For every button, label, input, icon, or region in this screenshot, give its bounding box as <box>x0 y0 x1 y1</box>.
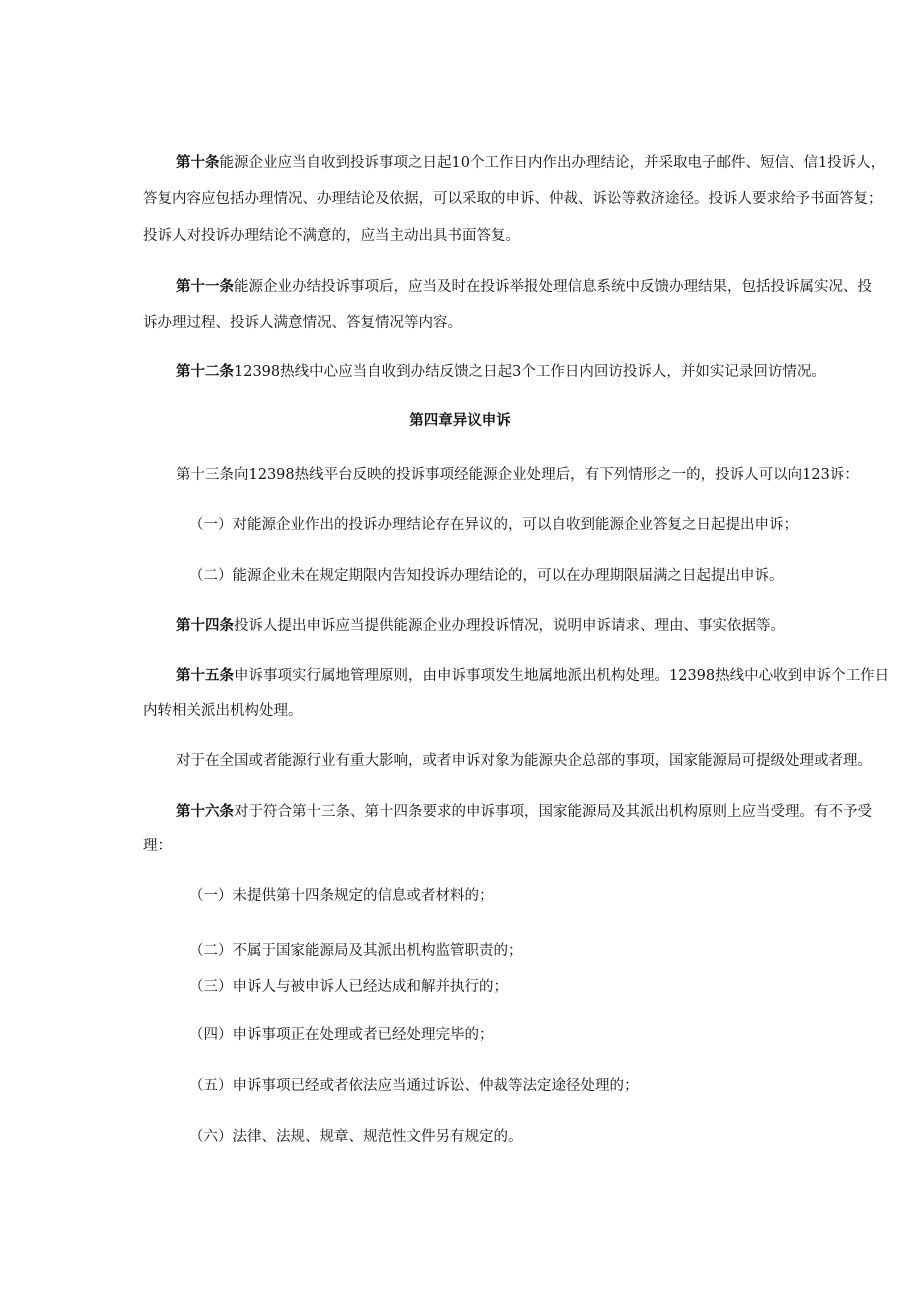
article-14-heading: 第十四条 <box>176 617 234 634</box>
article-16-item-3: （三）申诉人与被申诉人已经达成和解并执行的； <box>189 979 508 995</box>
article-15-line-2: 内转相关派出机构处理。 <box>143 703 303 719</box>
article-10-heading: 第十条 <box>176 154 220 171</box>
article-11-line-2: 诉办理过程、投诉人满意情况、答复情况等内容。 <box>143 315 462 331</box>
article-15-line-1 <box>176 666 889 686</box>
article-15-heading: 第十五条 <box>176 667 234 684</box>
chapter-4-heading: 第四章异议申诉 <box>409 412 511 429</box>
article-15-paragraph-2: 对于在全国或者能源行业有重大影响，或者申诉对象为能源央企总部的事项，国家能源局可提级处理或者理。 <box>176 753 872 769</box>
article-16-heading: 第十六条 <box>176 803 234 820</box>
article-10-line-1 <box>176 153 885 173</box>
article-10-line-3: 投诉人对投诉办理结论不满意的，应当主动出具书面答复。 <box>143 228 520 244</box>
article-13-item-1: （一）对能源企业作出的投诉办理结论存在异议的，可以自收到能源企业答复之日起提出申诉； <box>189 517 798 533</box>
article-10-line-2: 答复内容应包括办理情况、办理结论及依据，可以采取的申诉、仲裁、诉讼等救济途径。投诉人要求给予书面答复； <box>143 191 883 207</box>
article-13-line-1: 第十三条向12398热线平台反映的投诉事项经能源企业处理后，有下列情形之一的，投诉人可以向123诉： <box>176 467 859 483</box>
article-12-heading: 第十二条 <box>176 363 234 380</box>
article-12-line-1 <box>176 362 826 382</box>
article-16-text-1: 对于符合第十三条、第十四条要求的申诉事项，国家能源局及其派出机构原则上应当受理。有不予受 <box>234 804 872 820</box>
article-14-text-1: 投诉人提出申诉应当提供能源企业办理投诉情况，说明申诉请求、理由、事实依据等。 <box>234 618 785 634</box>
article-13-item-2: （二）能源企业未在规定期限内告知投诉办理结论的，可以在办理期限届满之日起提出申诉。 <box>189 568 784 584</box>
article-16-line-1 <box>176 802 872 822</box>
article-16-item-5: （五）申诉事项已经或者依法应当通过诉讼、仲裁等法定途径处理的； <box>189 1078 639 1094</box>
article-11-heading: 第十一条 <box>176 278 234 295</box>
article-12-text-1: 12398热线中心应当自收到办结反馈之日起3个工作日内回访投诉人，并如实记录回访情况。 <box>234 364 826 380</box>
article-10-text-1: 能源企业应当自收到投诉事项之日起10个工作日内作出办理结论，并采取电子邮件、短信、信1投诉人， <box>219 155 886 171</box>
article-15-text-1: 申诉事项实行属地管理原则，由申诉事项发生地属地派出机构处理。12398热线中心收到申诉个工作日 <box>234 668 890 684</box>
article-14-line-1 <box>176 616 785 636</box>
article-16-item-6: （六）法律、法规、规章、规范性文件另有规定的。 <box>189 1129 523 1145</box>
article-16-item-1: （一）未提供第十四条规定的信息或者材料的； <box>189 888 494 904</box>
article-11-text-1: 能源企业办结投诉事项后，应当及时在投诉举报处理信息系统中反馈办理结果，包括投诉属实况、投 <box>234 279 872 295</box>
article-11-line-1 <box>176 277 872 297</box>
article-16-line-2: 理： <box>143 838 172 854</box>
article-16-item-4: （四）申诉事项正在处理或者已经处理完毕的； <box>189 1027 494 1043</box>
article-16-item-2: （二）不属于国家能源局及其派出机构监管职责的； <box>189 943 523 959</box>
